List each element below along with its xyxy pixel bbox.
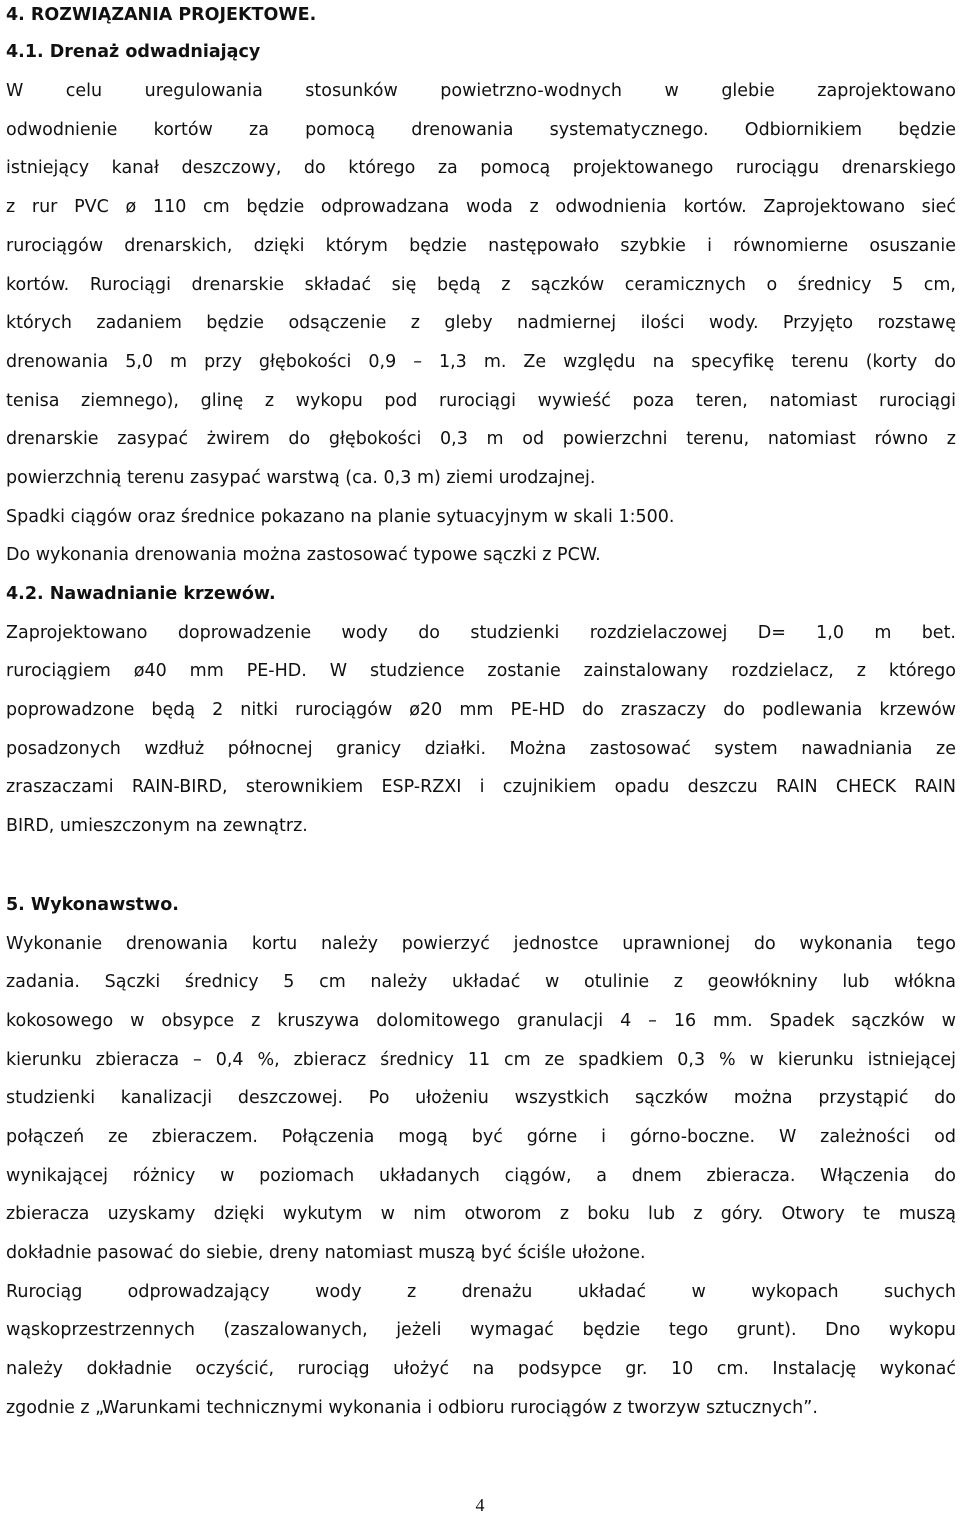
section-heading-4-2: 4.2. Nawadnianie krzewów. xyxy=(6,584,276,604)
paragraph-line: rurociągiem ø40 mm PE-HD. W studzience zostanie zainstalowany rozdzielacz, z którego xyxy=(6,661,956,681)
paragraph-line: Wykonanie drenowania kortu należy powierzyć jednostce uprawnionej do wykonania tego xyxy=(6,934,956,954)
paragraph-line: powierzchnią terenu zasypać warstwą (ca. 0,3 m) ziemi urodzajnej. xyxy=(6,468,596,488)
paragraph-line: kierunku zbieracza – 0,4 %, zbieracz średnicy 11 cm ze spadkiem 0,3 % w kierunku istniejącej xyxy=(6,1050,956,1070)
paragraph-line: wąskoprzestrzennych (zaszalowanych, jeżeli wymagać będzie tego grunt). Dno wykopu xyxy=(6,1320,956,1340)
paragraph-line: Spadki ciągów oraz średnice pokazano na planie sytuacyjnym w skali 1:500. xyxy=(6,507,675,527)
paragraph-line: Do wykonania drenowania można zastosować typowe sączki z PCW. xyxy=(6,545,601,565)
paragraph-line: odwodnienie kortów za pomocą drenowania systematycznego. Odbiornikiem będzie xyxy=(6,120,956,140)
paragraph-line: wynikającej różnicy w poziomach układanych ciągów, a dnem zbieracza. Włączenia do xyxy=(6,1166,956,1186)
paragraph-line: Rurociąg odprowadzający wody z drenażu układać w wykopach suchych xyxy=(6,1282,956,1302)
section-number: 5. xyxy=(6,895,25,915)
paragraph-line: zraszaczami RAIN-BIRD, sterownikiem ESP-RZXI i czujnikiem opadu deszczu RAIN CHECK RAIN xyxy=(6,777,956,797)
paragraph-line: Zaprojektowano doprowadzenie wody do studzienki rozdzielaczowej D= 1,0 m bet. xyxy=(6,623,956,643)
section-title: Wykonawstwo. xyxy=(30,895,179,915)
paragraph-line: tenisa ziemnego), glinę z wykopu pod rurociągi wywieść poza teren, natomiast rurociągi xyxy=(6,391,956,411)
paragraph-line: W celu uregulowania stosunków powietrzno-wodnych w glebie zaprojektowano xyxy=(6,81,956,101)
paragraph-line: rurociągów drenarskich, dzięki którym będzie następowało szybkie i równomierne osuszanie xyxy=(6,236,956,256)
paragraph-line: połączeń ze zbieraczem. Połączenia mogą być górne i górno-boczne. W zależności od xyxy=(6,1127,956,1147)
paragraph-line: kokosowego w obsypce z kruszywa dolomitowego granulacji 4 – 16 mm. Spadek sączków w xyxy=(6,1011,956,1031)
paragraph-line: drenarskie zasypać żwirem do głębokości 0,3 m od powierzchni terenu, natomiast równo z xyxy=(6,429,956,449)
paragraph-line: kortów. Rurociągi drenarskie składać się będą z sączków ceramicznych o średnicy 5 cm, xyxy=(6,275,956,295)
paragraph-line: należy dokładnie oczyścić, rurociąg ułożyć na podsypce gr. 10 cm. Instalację wykonać xyxy=(6,1359,956,1379)
section-heading-5 xyxy=(6,886,956,924)
page-number: 4 xyxy=(475,1495,485,1515)
paragraph-line: zgodnie z „Warunkami technicznymi wykonania i odbioru rurociągów z tworzyw sztucznych”. xyxy=(6,1398,818,1418)
paragraph-line: których zadaniem będzie odsączenie z gleby nadmiernej ilości wody. Przyjęto rozstawę xyxy=(6,313,956,333)
paragraph-line: BIRD, umieszczonym na zewnątrz. xyxy=(6,816,308,836)
paragraph-line: posadzonych wzdłuż północnej granicy działki. Można zastosować system nawadniania ze xyxy=(6,739,956,759)
paragraph-line: dokładnie pasować do siebie, dreny natomiast muszą być ściśle ułożone. xyxy=(6,1243,646,1263)
section-heading-4-1: 4.1. Drenaż odwadniający xyxy=(6,42,261,62)
paragraph-line: poprowadzone będą 2 nitki rurociągów ø20 mm PE-HD do zraszaczy do podlewania krzewów xyxy=(6,700,956,720)
paragraph-line: zbieracza uzyskamy dzięki wykutym w nim otworom z boku lub z góry. Otwory te muszą xyxy=(6,1204,956,1224)
paragraph-line: istniejący kanał deszczowy, do którego za pomocą projektowanego rurociągu drenarskiego xyxy=(6,158,956,178)
paragraph-line: z rur PVC ø 110 cm będzie odprowadzana woda z odwodnienia kortów. Zaprojektowano sieć xyxy=(6,197,956,217)
paragraph-line: zadania. Sączki średnicy 5 cm należy układać w otulinie z geowłókniny lub włókna xyxy=(6,972,956,992)
paragraph-line: drenowania 5,0 m przy głębokości 0,9 – 1,3 m. Ze względu na specyfikę terenu (korty do xyxy=(6,352,956,372)
paragraph-line: studzienki kanalizacji deszczowej. Po ułożeniu wszystkich sączków można przystąpić do xyxy=(6,1088,956,1108)
chapter-heading: 4. ROZWIĄZANIA PROJEKTOWE. xyxy=(6,5,317,25)
